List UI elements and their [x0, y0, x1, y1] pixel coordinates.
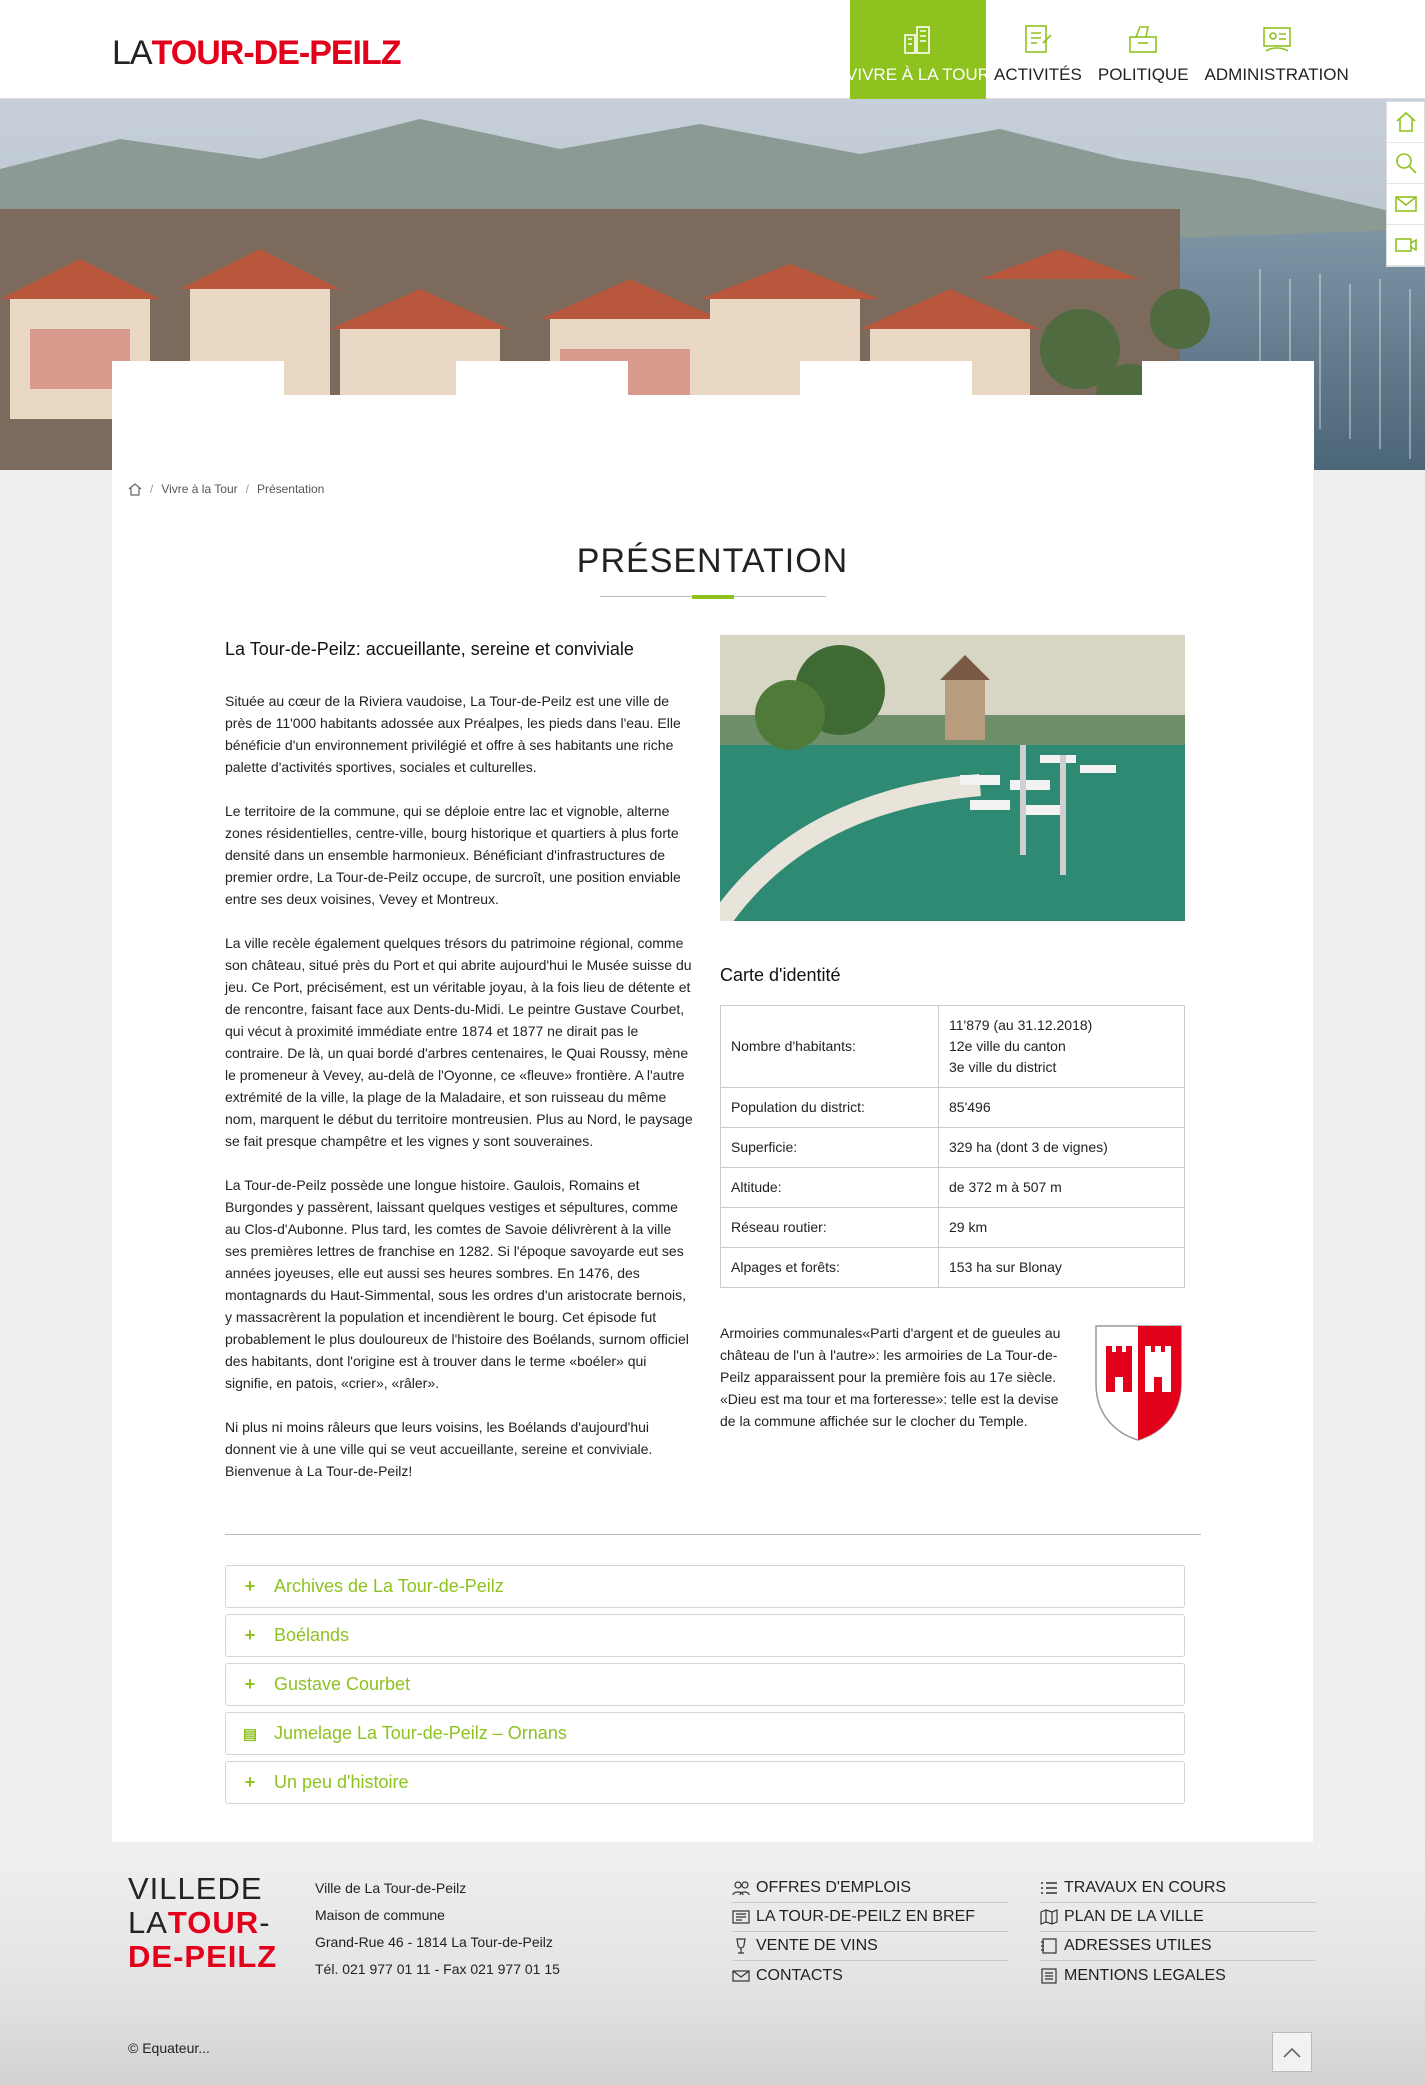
plus-icon: +: [244, 1576, 256, 1596]
address-book-icon: [1040, 1938, 1058, 1954]
plus-icon: +: [244, 1625, 256, 1645]
table-row: Nombre d'habitants: 11'879 (au 31.12.2018) 12e ville du canton 3e ville du district: [721, 1006, 1185, 1088]
back-to-top-button[interactable]: [1272, 2032, 1312, 2072]
accordion-label: Jumelage La Tour-de-Peilz – Ornans: [274, 1723, 567, 1743]
breadcrumb-separator: /: [245, 482, 249, 496]
table-row: Réseau routier: 29 km: [721, 1208, 1185, 1248]
home-icon[interactable]: [128, 482, 142, 496]
chevron-up-icon: [1282, 2045, 1302, 2059]
address-line: Ville de La Tour-de-Peilz: [315, 1880, 467, 1896]
nav-item-administration[interactable]: [1197, 0, 1357, 99]
people-icon: [732, 1880, 750, 1896]
footer-link-emplois[interactable]: OFFRES D'EMPLOIS: [732, 1874, 1008, 1903]
map-icon: [1040, 1909, 1058, 1925]
address-line: Grand-Rue 46 - 1814 La Tour-de-Peilz: [315, 1934, 553, 1950]
hero-image: [0, 99, 1425, 470]
envelope-icon: [732, 1968, 750, 1984]
identity-table: [720, 1005, 1185, 1288]
accordion-label: Archives de La Tour-de-Peilz: [274, 1576, 504, 1596]
nav-item-activites[interactable]: [986, 0, 1090, 99]
intro-paragraph: La ville recèle également quelques trésors du patrimoine régional, comme son château, situé près du Port et qui abrite aujourd'hui le Musée suisse du jeu. Ce Port, précisément, est un véritable joyau, à la fois lieu de détente et de rencontre, faisant face aux Dents-du-Midi. Le peintre Gustave Courbet, qui vécut à proximité immédiate entre 1874 et 1877 ne dirait pas le contraire. De là, un quai bordé d'arbres centenaires, le Quai Roussy, mène le promeneur à Vevey, au-delà de l'Oyonne, ce «fleuve» frontière. A l'autre extrémité de la ville, la plage de la Maladaire, et son ruisseau du même nom, marquent le début du territoire montreusien. Plus au Nord, le paysage se fait presque champêtre et les vignes y sont souveraines.: [225, 935, 693, 1149]
accordion-item-boelands[interactable]: [225, 1614, 1185, 1657]
breadcrumb: [128, 482, 324, 496]
footer-link-contacts[interactable]: CONTACTS: [732, 1961, 1008, 1990]
accordion-item-archives[interactable]: [225, 1565, 1185, 1608]
footer-link-plan[interactable]: PLAN DE LA VILLE: [1040, 1903, 1316, 1932]
address-line: Maison de commune: [315, 1907, 445, 1923]
footer-link-travaux[interactable]: TRAVAUX EN COURS: [1040, 1874, 1316, 1903]
breadcrumb-current: Présentation: [256, 482, 325, 496]
nav-label: ACTIVITÉS: [994, 65, 1082, 84]
address-line: Tél. 021 977 01 11 - Fax 021 977 01 15: [315, 1961, 560, 1977]
nav-item-vivre[interactable]: [846, 0, 990, 99]
nav-label: VIVRE À LA TOUR: [846, 65, 990, 84]
site-footer: [0, 1842, 1425, 2085]
nav-label: ADMINISTRATION: [1204, 65, 1349, 84]
plus-icon: +: [244, 1772, 256, 1792]
search-button[interactable]: [1387, 143, 1425, 184]
accordion-item-courbet[interactable]: [225, 1663, 1185, 1706]
footer-link-adresses[interactable]: ADRESSES UTILES: [1040, 1932, 1316, 1961]
accordion-item-histoire[interactable]: [225, 1761, 1185, 1804]
accordion-label: Gustave Courbet: [274, 1674, 411, 1694]
main-content: [112, 470, 1313, 1842]
footer-logo-line: VILLEDE: [128, 1871, 263, 1906]
admin-icon: [1260, 23, 1294, 55]
wine-glass-icon: [732, 1938, 750, 1954]
footer-link-vins[interactable]: VENTE DE VINS: [732, 1932, 1008, 1961]
intro-heading: La Tour-de-Peilz: accueillante, sereine et conviviale: [225, 639, 634, 659]
footer-logo-line: LATOUR-: [128, 1905, 271, 1940]
home-button[interactable]: [1387, 102, 1425, 143]
site-header: [0, 0, 1425, 99]
ballot-icon: [1126, 23, 1160, 55]
breadcrumb-link[interactable]: Vivre à la Tour: [161, 482, 238, 496]
home-icon: [1394, 110, 1418, 134]
coat-of-arms: [1092, 1322, 1185, 1442]
nav-item-politique[interactable]: [1090, 0, 1197, 99]
site-logo[interactable]: [112, 34, 401, 73]
harbour-photo: [720, 635, 1185, 921]
hero-banner: [0, 99, 1425, 470]
accordion-item-jumelage[interactable]: [225, 1712, 1185, 1755]
city-icon: [901, 23, 935, 55]
document-icon: [1040, 1968, 1058, 1984]
list-icon: [1040, 1880, 1058, 1896]
table-row: Alpages et forêts: 153 ha sur Blonay: [721, 1248, 1185, 1288]
accordion: [225, 1565, 1185, 1810]
logo-prefix: LA: [112, 34, 152, 72]
plus-icon: +: [244, 1674, 256, 1694]
page-title: PRÉSENTATION: [576, 542, 849, 580]
mail-button[interactable]: [1387, 184, 1425, 225]
breadcrumb-separator: /: [150, 482, 154, 496]
identity-title: Carte d'identité: [720, 965, 841, 985]
logo-suffix: -DE-PEILZ: [243, 34, 401, 72]
title-accent: [692, 595, 734, 599]
intro-paragraph: Ni plus ni moins râleurs que leurs voisins, les Boélands d'aujourd'hui donnent vie à une ville qui se veut accueillante, sereine et conviviale. Bienvenue à La Tour-de-Peilz!: [225, 1419, 653, 1479]
main-nav: [846, 0, 1357, 99]
document-icon: ▤: [242, 1725, 258, 1743]
side-toolbar: [1386, 101, 1425, 267]
intro-paragraph: Située au cœur de la Riviera vaudoise, La Tour-de-Peilz est une ville de près de 11'000 habitants adossée aux Préalpes, les pieds dans l'eau. Elle bénéficie d'un environnement privilégié et offre à ses habitants une riche palette d'activités sportives, sociales et culturelles.: [225, 693, 681, 775]
footer-logo-line: DE-PEILZ: [128, 1939, 278, 1974]
video-button[interactable]: [1387, 225, 1425, 266]
mail-icon: [1394, 192, 1418, 216]
nav-label: POLITIQUE: [1097, 65, 1189, 84]
accordion-label: Un peu d'histoire: [274, 1772, 409, 1792]
logo-highlight: TOUR: [151, 34, 244, 72]
footer-address: [315, 1875, 560, 1983]
intro-paragraph: Le territoire de la commune, qui se déploie entre lac et vignoble, alterne zones résidentielles, centre-ville, bourg historique et quartiers à plus forte densité dans un ensemble harmonieux. Bénéficiant d'infrastructures de premier ordre, La Tour-de-Peilz occupe, de surcroît, une position enviable entre ses deux voisines, Vevey et Montreux.: [225, 803, 681, 907]
footer-links-col1: [732, 1874, 1008, 1990]
table-row: Superficie: 329 ha (dont 3 de vignes): [721, 1128, 1185, 1168]
footer-links-col2: [1040, 1874, 1316, 1990]
accordion-label: Boélands: [274, 1625, 350, 1645]
footer-logo[interactable]: [128, 1872, 277, 1974]
footer-link-en-bref[interactable]: LA TOUR-DE-PEILZ EN BREF: [732, 1903, 1008, 1932]
coat-of-arms-text: Armoiries communales«Parti d'argent et de gueules au château de l'un à l'autre»: les armoiries de La Tour-de-Peilz apparaissent pour la première fois au 17e siècle. «Dieu est ma tour et ma forteresse»: telle est la devise de la commune affichée sur le clocher du Temple.: [720, 1325, 1061, 1429]
activities-icon: [1021, 23, 1055, 55]
intro-paragraph: La Tour-de-Peilz possède une longue histoire. Gaulois, Romains et Burgondes y passèrent, laissant quelques vestiges et sépultures, comme au Clos-d'Aubonne. Plus tard, les comtes de Savoie délivrèrent à la ville ses premières lettres de franchise en 1282. Si l'époque savoyarde eut ses années joyeuses, elle eut aussi ses heures sombres. En 1476, des montagnards du Haut-Simmental, sous les ordres d'un aristocrate bernois, y massacrèrent la population et incendièrent le bourg. Cet épisode fut probablement le plus douloureux de l'histoire des Boélands, surnom officiel des habitants, dont l'origine est à trouver dans le terme «boéler» qui signifie, en patois, «crier», «râler».: [225, 1177, 689, 1391]
table-row: Population du district: 85'496: [721, 1088, 1185, 1128]
table-row: Altitude: de 372 m à 507 m: [721, 1168, 1185, 1208]
section-divider: [225, 1534, 1201, 1535]
search-icon: [1394, 151, 1418, 175]
book-icon: [732, 1909, 750, 1925]
video-icon: [1394, 233, 1418, 257]
copyright-text[interactable]: © Equateur...: [128, 2040, 210, 2056]
footer-link-mentions[interactable]: MENTIONS LEGALES: [1040, 1961, 1316, 1990]
intro-text: [225, 638, 695, 1504]
